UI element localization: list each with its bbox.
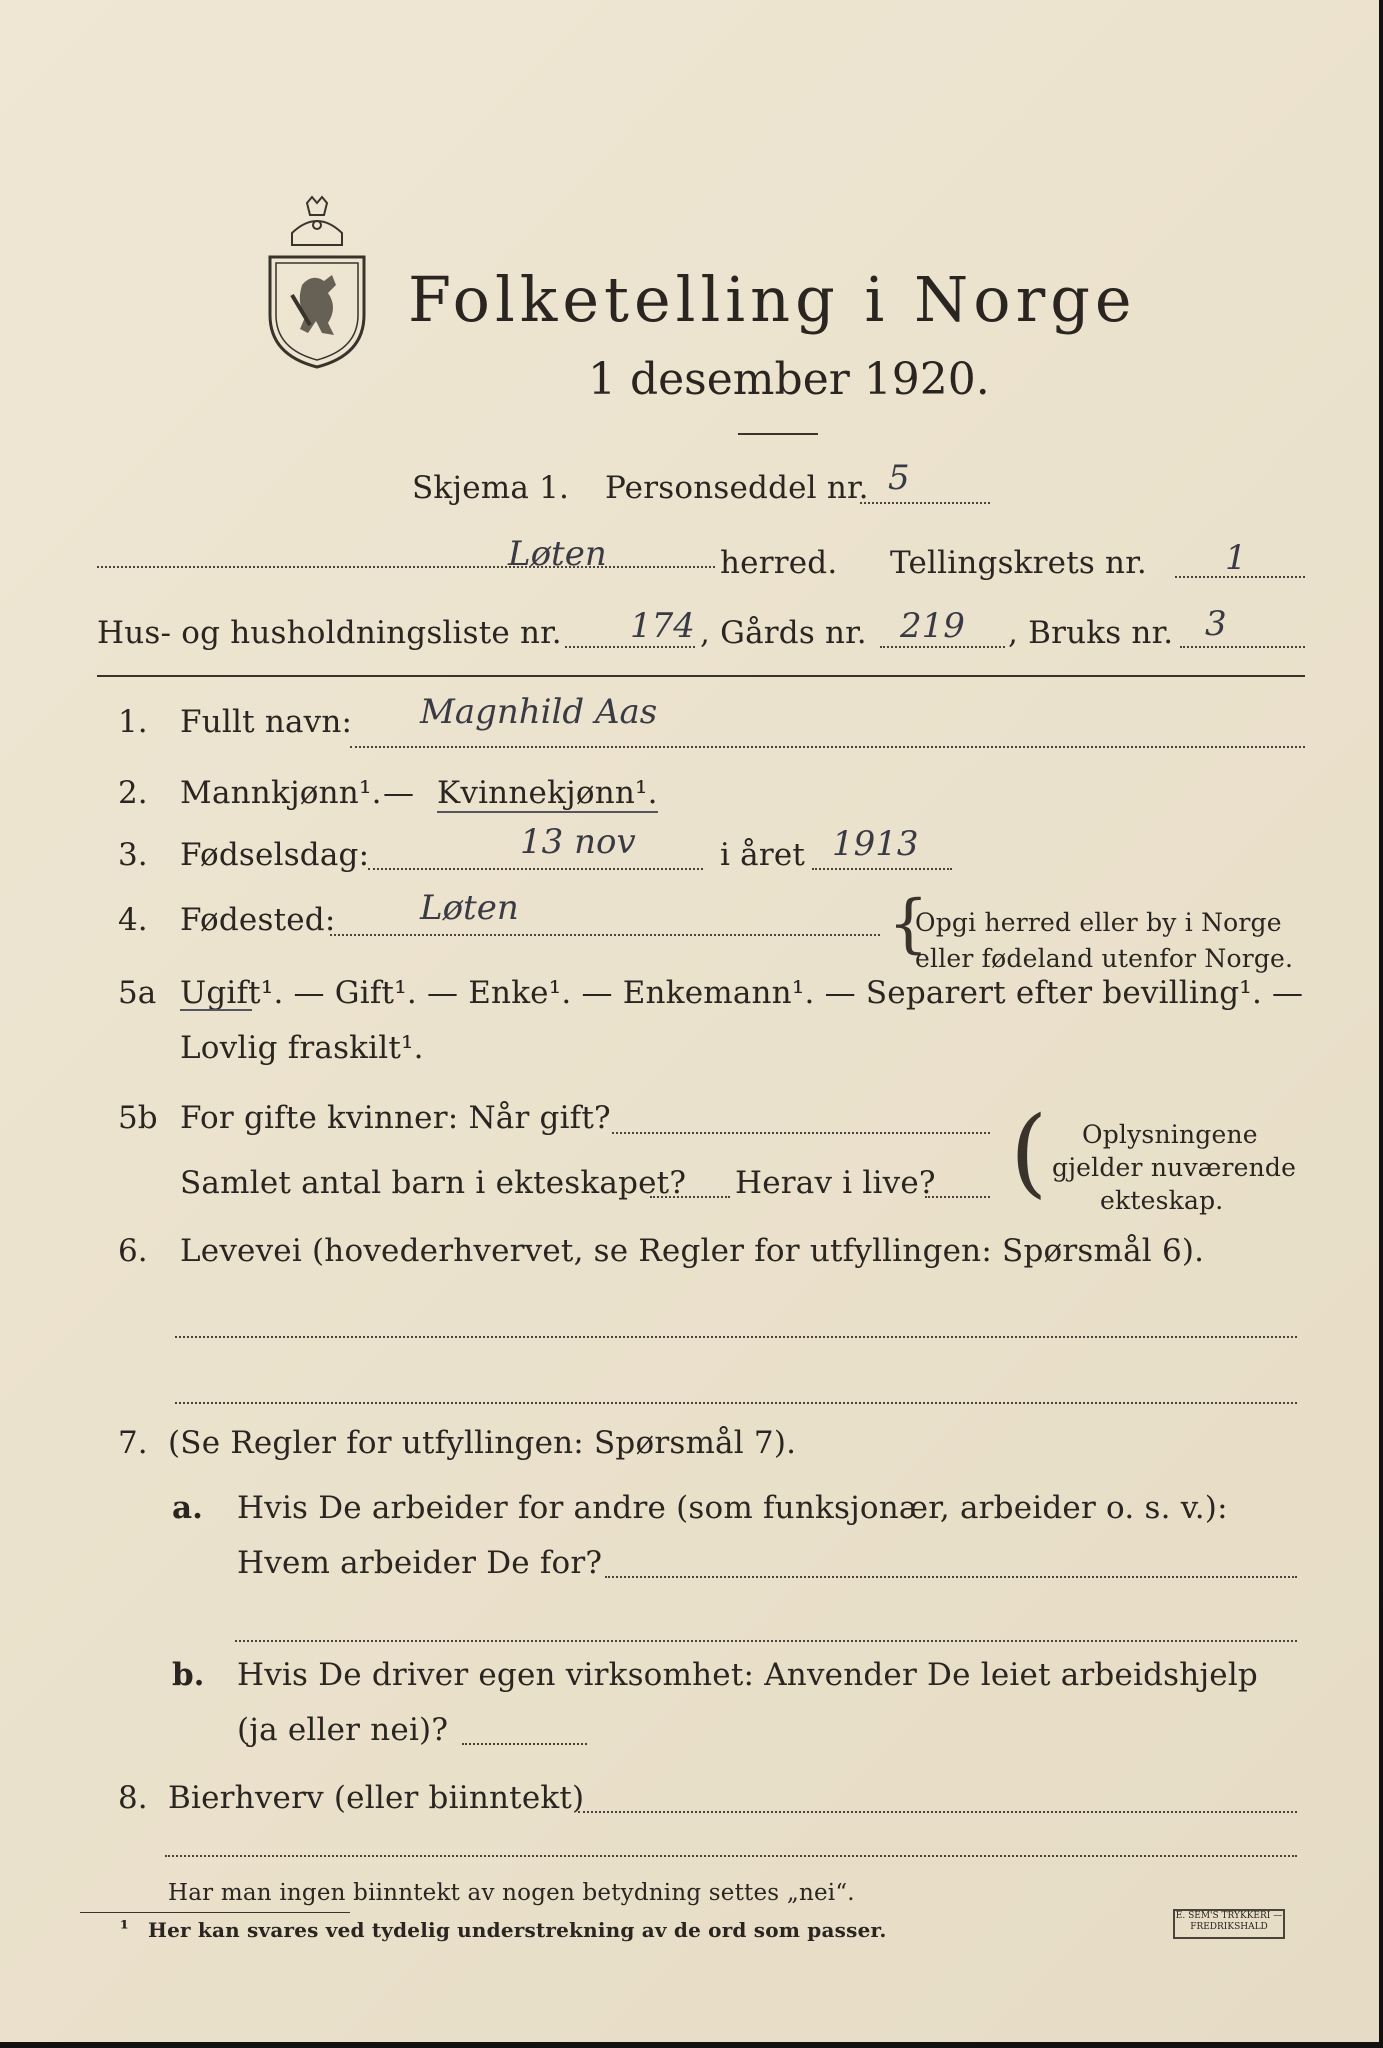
- q5b-note-line2: gjelder nuværende: [1052, 1153, 1297, 1182]
- children-field-line: [650, 1196, 730, 1198]
- q7b-letter: b.: [172, 1657, 205, 1693]
- occupation-field-line2: [175, 1402, 1297, 1404]
- marital-status-options: Ugift¹. — Gift¹. — Enke¹. — Enkemann¹. — Separert efter bevilling¹. —: [180, 975, 1304, 1011]
- q4-number: 4.: [118, 902, 148, 938]
- scan-edge-bottom: [0, 2042, 1383, 2048]
- q5a-number: 5a: [118, 975, 157, 1011]
- female-option-underlined: Kvinnekjønn¹.: [437, 775, 658, 811]
- personseddel-field-line: [860, 502, 990, 504]
- gards-value: 219: [900, 606, 965, 646]
- q5b-married-when-label: For gifte kvinner: Når gift?: [180, 1100, 611, 1136]
- q2-number: 2.: [118, 775, 148, 811]
- title-divider: [738, 433, 818, 435]
- q3-number: 3.: [118, 837, 148, 873]
- birthday-value: 13 nov: [520, 822, 636, 862]
- birth-year-value: 1913: [832, 824, 919, 864]
- q4-note-line2: eller fødeland utenfor Norge.: [915, 944, 1294, 973]
- side-income-field-line1: [578, 1811, 1297, 1813]
- q1-label: Fullt navn:: [180, 704, 353, 740]
- schema-label: Skjema 1.: [412, 470, 570, 506]
- q5b-children-label: Samlet antal barn i ekteskapet?: [180, 1165, 687, 1201]
- birth-year-field-line: [812, 868, 952, 870]
- printer-stamp: E. SEM'S TRYKKERI — FREDRIKSHALD: [1173, 1909, 1285, 1939]
- year-label: i året: [720, 837, 806, 873]
- employer-field-line1: [605, 1576, 1297, 1578]
- footnote-rule: [80, 1912, 350, 1913]
- census-date: 1 desember 1920.: [588, 354, 990, 405]
- male-option: Mannkjønn¹.: [180, 775, 382, 811]
- q4-brace: {: [888, 887, 929, 961]
- hired-help-field-line: [462, 1743, 587, 1745]
- q2-separator: —: [383, 775, 415, 811]
- q5b-brace: (: [1010, 1096, 1048, 1208]
- gards-field-line: [880, 646, 1005, 648]
- q7a-line2: Hvem arbeider De for?: [237, 1545, 603, 1581]
- alive-field-line: [925, 1196, 990, 1198]
- full-name-value: Magnhild Aas: [420, 692, 658, 732]
- q3-label: Fødselsdag:: [180, 837, 370, 873]
- hus-value: 174: [630, 606, 695, 646]
- form-title: Folketelling i Norge: [408, 263, 1137, 336]
- q5b-alive-label: Herav i live?: [735, 1165, 936, 1201]
- personseddel-value: 5: [888, 458, 910, 498]
- occupation-field-line1: [175, 1336, 1297, 1338]
- q7b-line1: Hvis De driver egen virksomhet: Anvender De leiet arbeidshjelp: [237, 1657, 1258, 1693]
- tellingskrets-label: Tellingskrets nr.: [890, 545, 1147, 581]
- q8-note: Har man ingen biinntekt av nogen betydning settes „nei“.: [168, 1880, 855, 1906]
- marital-status-options-line2: Lovlig fraskilt¹.: [180, 1030, 424, 1066]
- side-income-field-line2: [165, 1855, 1297, 1857]
- gards-label: , Gårds nr.: [700, 615, 867, 651]
- employer-field-line2: [235, 1640, 1297, 1642]
- birthplace-field-line: [330, 934, 880, 936]
- birthday-field-line: [368, 868, 703, 870]
- q4-label: Fødested:: [180, 902, 336, 938]
- birthplace-value: Løten: [420, 888, 519, 928]
- personseddel-label: Personseddel nr.: [605, 470, 869, 506]
- herred-value: Løten: [508, 534, 607, 574]
- q7a-letter: a.: [172, 1490, 203, 1526]
- footnote-mark: ¹: [120, 1916, 129, 1940]
- unmarried-underline: [180, 1009, 252, 1011]
- bruks-value: 3: [1205, 604, 1227, 644]
- bruks-label: , Bruks nr.: [1008, 615, 1174, 651]
- header-rule: [97, 675, 1305, 677]
- q7b-line2: (ja eller nei)?: [237, 1712, 449, 1748]
- herred-label: herred.: [720, 545, 838, 581]
- married-when-field-line: [612, 1132, 990, 1134]
- q6-number: 6.: [118, 1233, 148, 1269]
- tellingskrets-value: 1: [1225, 538, 1247, 578]
- herred-field-line: [97, 566, 715, 568]
- coat-of-arms-icon: [262, 195, 372, 370]
- q5b-number: 5b: [118, 1100, 158, 1136]
- q8-label: Bierhverv (eller biinntekt): [168, 1780, 585, 1816]
- q8-number: 8.: [118, 1780, 148, 1816]
- footnote-text: Her kan svares ved tydelig understrekning av de ord som passer.: [148, 1918, 887, 1942]
- hus-field-line: [565, 646, 695, 648]
- scan-edge-right: [1379, 0, 1383, 2048]
- q6-label: Levevei (hovederhvervet, se Regler for utfyllingen: Spørsmål 6).: [180, 1233, 1205, 1269]
- hus-label: Hus- og husholdningsliste nr.: [97, 615, 562, 651]
- q5b-note-line3: ekteskap.: [1100, 1186, 1224, 1215]
- bruks-field-line: [1180, 646, 1305, 648]
- q7-label: (Se Regler for utfyllingen: Spørsmål 7).: [168, 1425, 797, 1461]
- q5b-note-line1: Oplysningene: [1082, 1120, 1258, 1149]
- q7a-line1: Hvis De arbeider for andre (som funksjonær, arbeider o. s. v.):: [237, 1490, 1228, 1526]
- q4-note-line1: Opgi herred eller by i Norge: [915, 908, 1282, 937]
- q1-field-line: [350, 746, 1305, 748]
- q7-number: 7.: [118, 1425, 148, 1461]
- q1-number: 1.: [118, 704, 148, 740]
